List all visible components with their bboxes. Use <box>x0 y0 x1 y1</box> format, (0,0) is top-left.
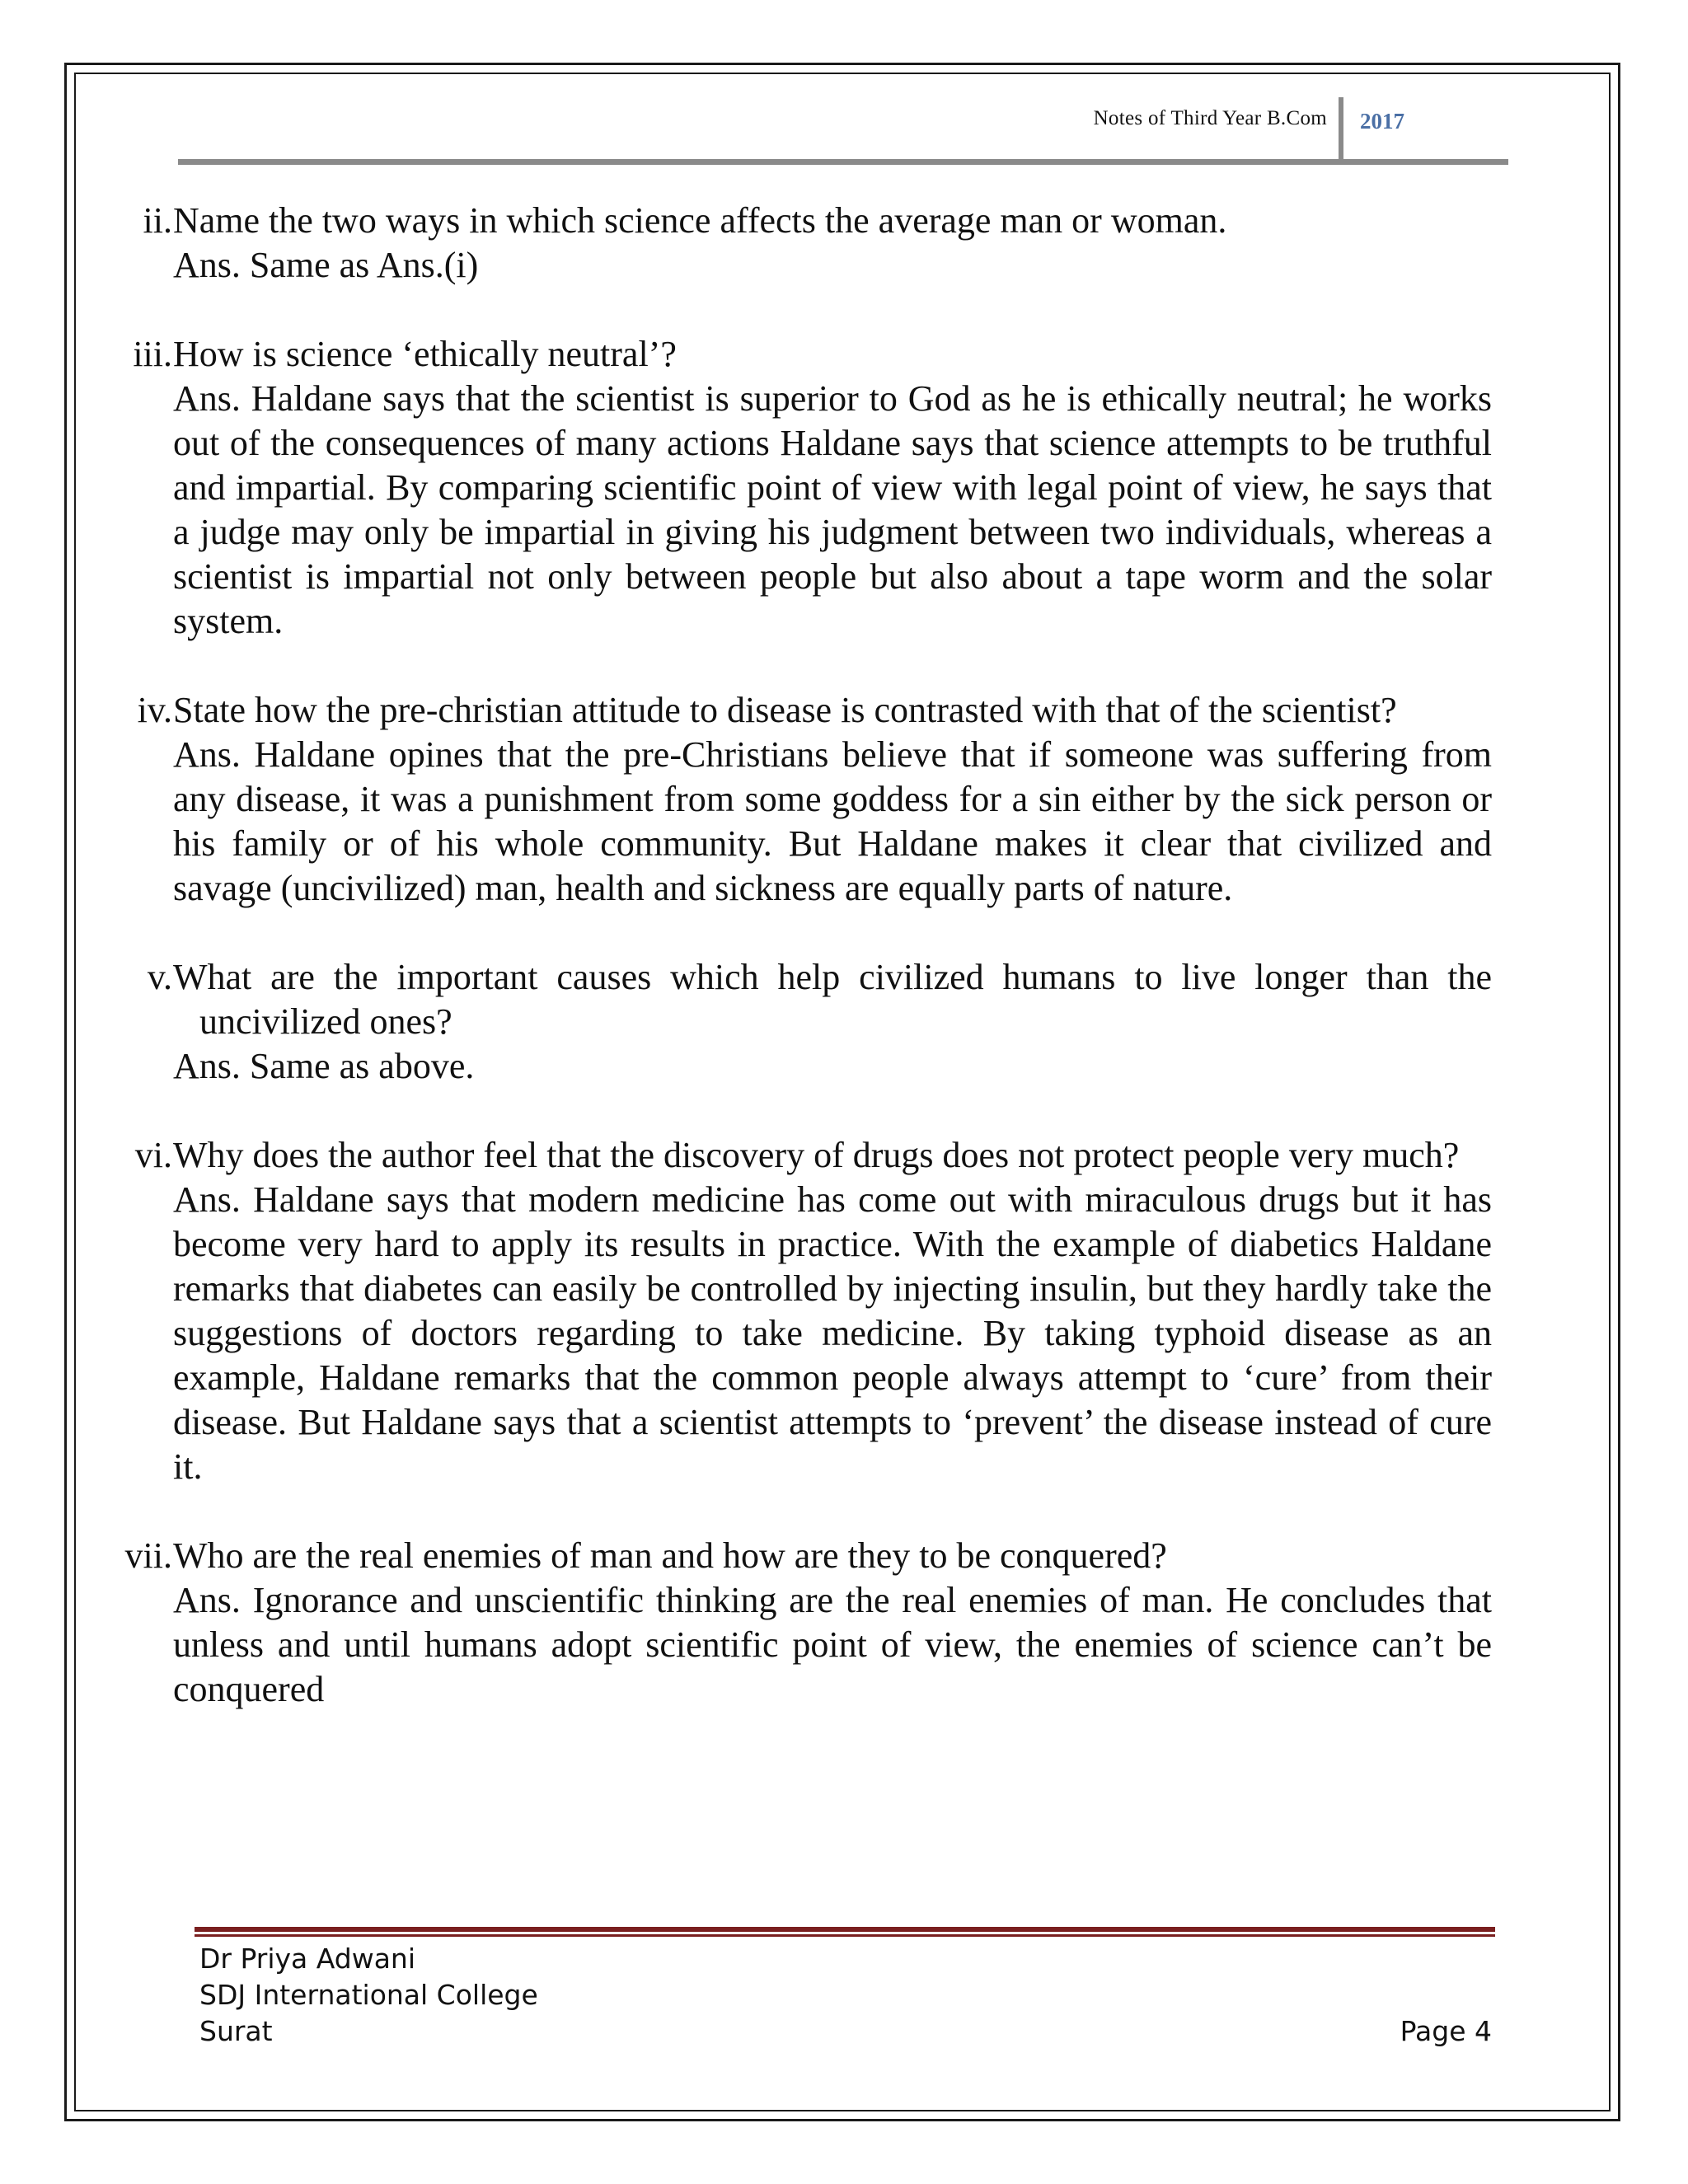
question-number: vii. <box>124 1535 172 1576</box>
question-item <box>0 955 1688 1089</box>
question-item <box>0 1133 1688 1489</box>
question-text: Who are the real enemies of man and how are they to be conquered? <box>173 1535 1167 1576</box>
header-title: Notes of Third Year B.Com <box>1093 107 1327 129</box>
answer-text: Ans. Same as Ans.(i) <box>173 245 479 285</box>
question-number: vi. <box>134 1135 172 1175</box>
answer-text: Ans. Haldane says that the scientist is superior to God as he is ethically neutral; he works out of the consequences of many actions Haldane says that science attempts to be truthful and impartial. By comparing scientific point of view with legal point of view, he says that a judge may only be impartial in giving his judgment between two individuals, whereas a scientist is impartial not only between people but also about a tape worm and the solar system. <box>173 378 1492 641</box>
answer-text: Ans. Haldane says that modern medicine has come out with miraculous drugs but it has become very hard to apply its results in practice. With the example of diabetics Haldane remarks that diabetes can easily be controlled by injecting insulin, but they hardly take the suggestions of doctors regarding to take medicine. By taking typhoid disease as an example, Haldane remarks that the common people always attempt to ‘cure’ from their disease. But Haldane says that a scientist attempts to ‘prevent’ the disease instead of cure it. <box>173 1179 1492 1487</box>
question-number: ii. <box>143 200 172 241</box>
footer-rule <box>195 1927 1495 1932</box>
answer-text: Ans. Same as above. <box>173 1046 475 1086</box>
question-text: What are the important causes which help civilized humans to live longer than the uncivilized ones? <box>173 957 1492 1042</box>
header-year: 2017 <box>1360 109 1404 134</box>
question-item <box>0 199 1688 288</box>
question-text: How is science ‘ethically neutral’? <box>173 334 677 374</box>
question-item <box>0 1534 1688 1712</box>
question-text: Why does the author feel that the discovery of drugs does not protect people very much? <box>173 1135 1460 1175</box>
header-rule <box>178 159 1508 165</box>
footer-college: SDJ International College <box>199 1979 538 2011</box>
page-number: Page 4 <box>1400 2015 1492 2047</box>
question-list <box>0 199 1688 1756</box>
answer-text: Ans. Haldane opines that the pre-Christians believe that if someone was suffering from any disease, it was a punishment from some goddess for a sin either by the sick person or his family or of his whole community. But Haldane makes it clear that civilized and savage (uncivilized) man, health and sickness are equally parts of nature. <box>173 734 1492 908</box>
footer-rule-thin <box>195 1934 1495 1937</box>
question-text: Name the two ways in which science affects the average man or woman. <box>173 200 1227 241</box>
header-divider <box>1339 97 1343 162</box>
question-number: v. <box>147 957 172 997</box>
footer-author: Dr Priya Adwani <box>199 1943 416 1975</box>
question-item <box>0 332 1688 644</box>
question-number: iv. <box>137 690 172 730</box>
question-item <box>0 688 1688 911</box>
footer-city: Surat <box>199 2015 273 2047</box>
question-number: iii. <box>133 334 172 374</box>
answer-text: Ans. Ignorance and unscientific thinking are the real enemies of man. He concludes that unless and until humans adopt scientific point of view, the enemies of science can’t be conquered <box>173 1580 1492 1709</box>
question-text: State how the pre-christian attitude to disease is contrasted with that of the scientist? <box>173 690 1397 730</box>
